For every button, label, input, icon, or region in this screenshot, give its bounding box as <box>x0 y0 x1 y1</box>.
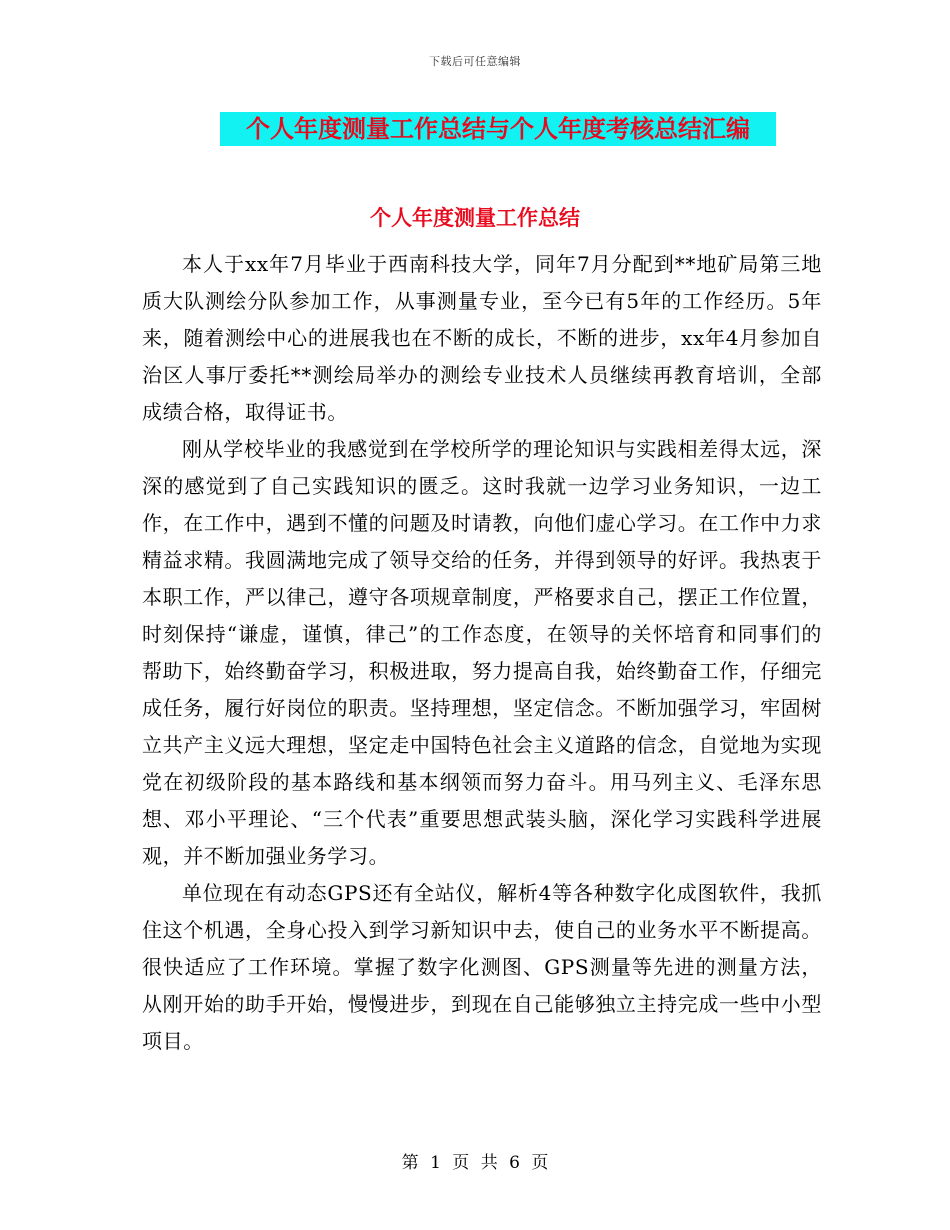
section-title: 个人年度测量工作总结 <box>370 205 580 230</box>
header-note: 下载后可任意编辑 <box>429 55 521 68</box>
main-title: 个人年度测量工作总结与个人年度考核总结汇编 <box>220 112 776 146</box>
paragraph: 本人于xx年7月毕业于西南科技大学，同年7月分配到**地矿局第三地质大队测绘分队参加工作，从事测量专业，至今已有5年的工作经历。5年来，随着测绘中心的进展我也在不断的成长，不断的进步，xx年4月参加自治区人事厅委托**测绘局举办的测绘专业技术人员继续再教育培训，全部成绩合格，取得证书。 <box>142 252 822 424</box>
body-text <box>142 246 822 1060</box>
paragraph: 单位现在有动态GPS还有全站仪，解析4等各种数字化成图软件，我抓住这个机遇，全身心投入到学习新知识中去，使自己的业务水平不断提高。很快适应了工作环境。掌握了数字化测图、GPS测量等先进的测量方法，从刚开始的助手开始，慢慢进步，到现在自己能够独立主持完成一些中小型项目。 <box>142 881 822 1053</box>
page-number: 第 1 页 共 6 页 <box>401 1153 549 1173</box>
paragraph: 刚从学校毕业的我感觉到在学校所学的理论知识与实践相差得太远，深深的感觉到了自己实践知识的匮乏。这时我就一边学习业务知识，一边工作，在工作中，遇到不懂的问题及时请教，向他们虚心学习。在工作中力求精益求精。我圆满地完成了领导交给的任务，并得到领导的好评。我热衷于本职工作，严以律己，遵守各项规章制度，严格要求自己，摆正工作位置，时刻保持“谦虚，谨慎，律己”的工作态度，在领导的关怀培育和同事们的帮助下，始终勤奋学习，积极进取，努力提高自我，始终勤奋工作，仔细完成任务，履行好岗位的职责。坚持理想，坚定信念。不断加强学习，牢固树立共产主义远大理想，坚定走中国特色社会主义道路的信念，自觉地为实现党在初级阶段的基本路线和基本纲领而努力奋斗。用马列主义、毛泽东思想、邓小平理论、“三个代表”重要思想武装头脑，深化学习实践科学进展观，并不断加强业务学习。 <box>142 437 822 868</box>
